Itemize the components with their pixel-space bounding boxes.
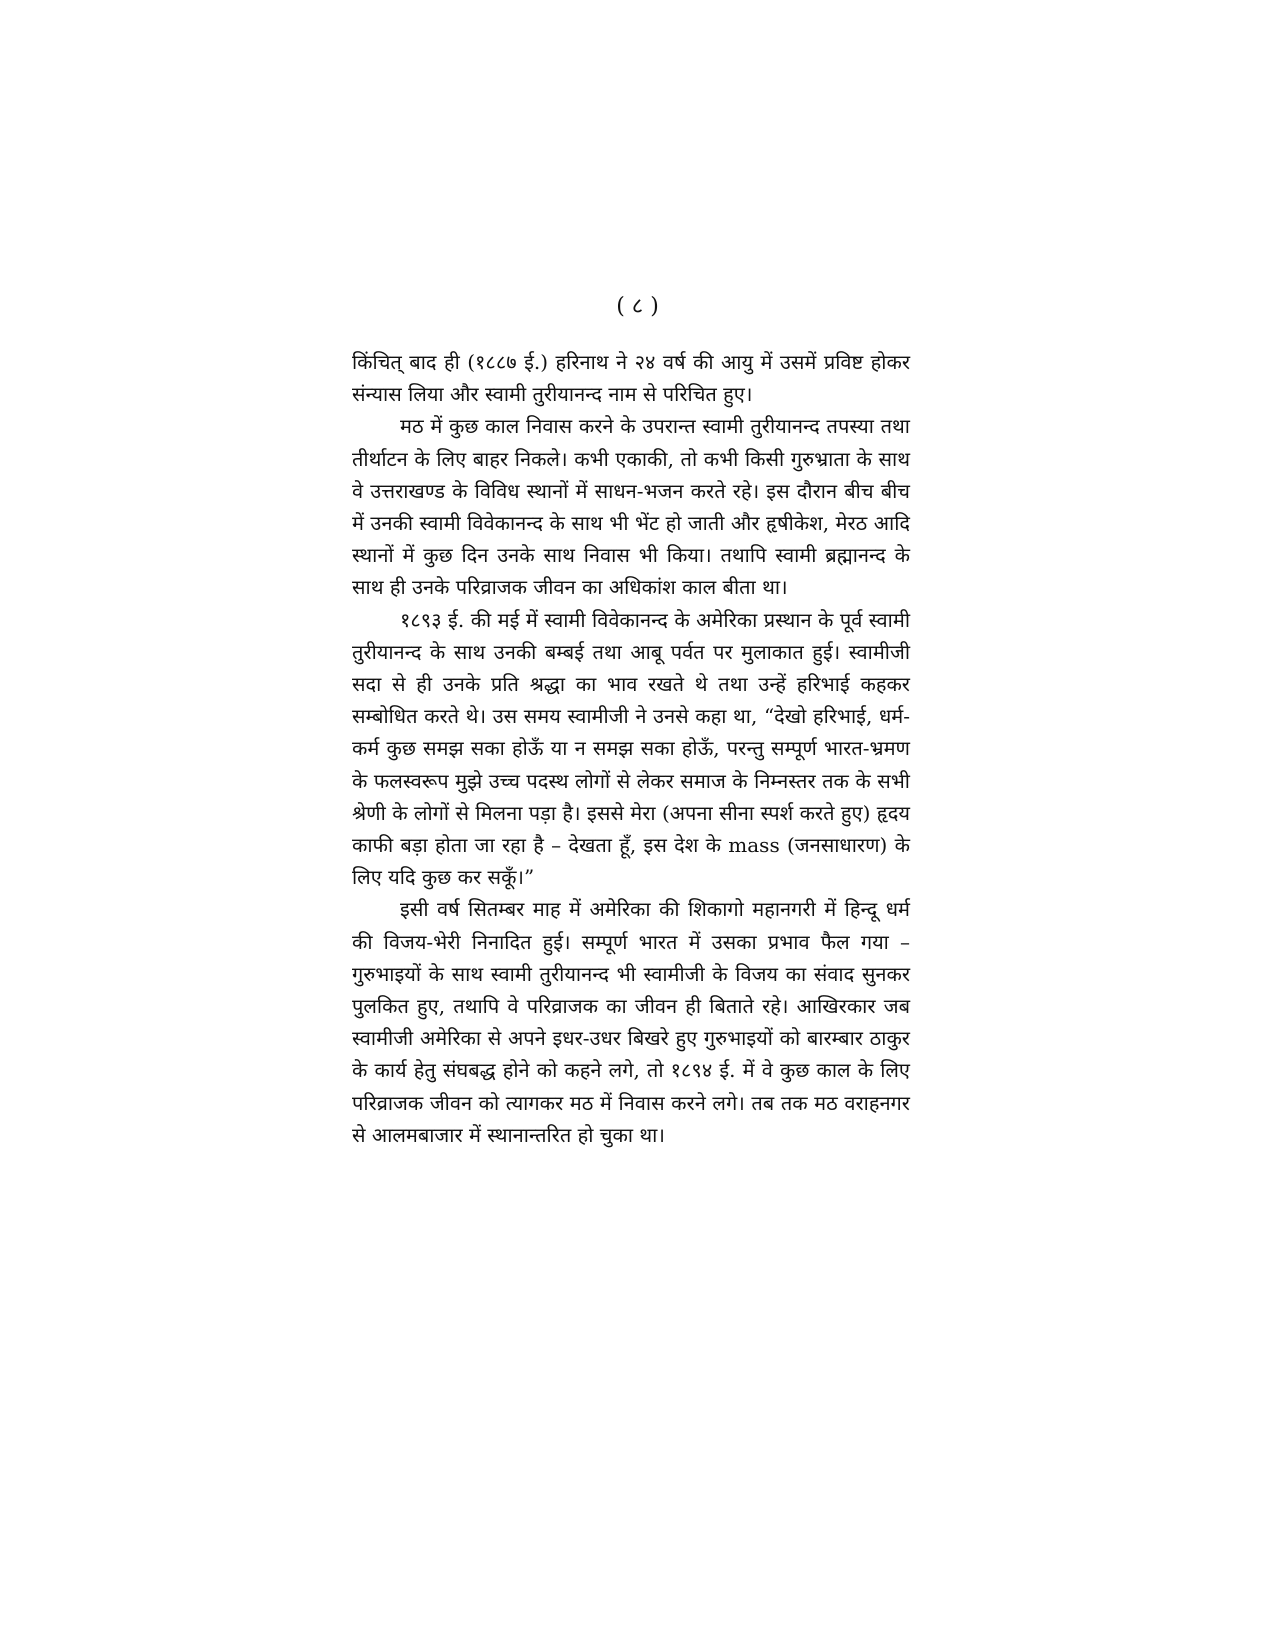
paragraph-1: किंचित् बाद ही (१८८७ ई.) हरिनाथ ने २४ वर्ष की आयु में उसमें प्रविष्ट होकर संन्यास लिया और स्वामी तुरीयानन्द नाम से परिचित हुए। xyxy=(352,350,910,407)
paragraph-3: १८९३ ई. की मई में स्वामी विवेकानन्द के अमेरिका प्रस्थान के पूर्व स्वामी तुरीयानन्द के साथ उनकी बम्बई तथा आबू पर्वत पर मुलाकात हुई। स्वामीजी सदा से ही उनके प्रति श्रद्धा का भाव रखते थे तथा उन्हें हरिभाई कहकर सम्बोधित करते थे। उस समय स्वामीजी ने उनसे कहा था, “देखो हरिभाई, धर्म-कर्म कुछ समझ सका होऊँ या न समझ सका होऊँ, परन्तु सम्पूर्ण भारत-भ्रमण के फलस्वरूप मुझे उच्च पदस्थ लोगों से लेकर समाज के निम्नस्तर तक के सभी श्रेणी के लोगों से मिलना पड़ा है। इससे मेरा (अपना सीना स्पर्श करते हुए) हृदय काफी बड़ा होता जा रहा है – देखता हूँ, इस देश के mass (जनसाधारण) के लिए यदि कुछ कर सकूँ।” xyxy=(352,607,910,890)
paragraph-4: इसी वर्ष सितम्बर माह में अमेरिका की शिकागो महानगरी में हिन्दू धर्म की विजय-भेरी निनादित हुई। सम्पूर्ण भारत में उसका प्रभाव फैल गया – गुरुभाइयों के साथ स्वामी तुरीयानन्द भी स्वामीजी के विजय का संवाद सुनकर पुलकित हुए, तथापि वे परिव्राजक का जीवन ही बिताते रहे। आखिरकार जब स्वामीजी अमेरिका से अपने इधर-उधर बिखरे हुए गुरुभाइयों को बारम्बार ठाकुर के कार्य हेतु संघबद्ध होने को कहने लगे, तो १८९४ ई. में वे कुछ काल के लिए परिव्राजक जीवन को त्यागकर मठ में निवास करने लगे। तब तक मठ वराहनगर से आलमबाजार में स्थानान्तरित हो चुका था। xyxy=(352,897,910,1147)
page-number: ( ८ ) xyxy=(616,294,659,319)
body-text xyxy=(352,346,910,1151)
paragraph-2: मठ में कुछ काल निवास करने के उपरान्त स्वामी तुरीयानन्द तपस्या तथा तीर्थाटन के लिए बाहर निकले। कभी एकाकी, तो कभी किसी गुरुभ्राता के साथ वे उत्तराखण्ड के विविध स्थानों में साधन-भजन करते रहे। इस दौरान बीच बीच में उनकी स्वामी विवेकानन्द के साथ भी भेंट हो जाती और हृषीकेश, मेरठ आदि स्थानों में कुछ दिन उनके साथ निवास भी किया। तथापि स्वामी ब्रह्मानन्द के साथ ही उनके परिव्राजक जीवन का अधिकांश काल बीता था। xyxy=(352,414,910,600)
